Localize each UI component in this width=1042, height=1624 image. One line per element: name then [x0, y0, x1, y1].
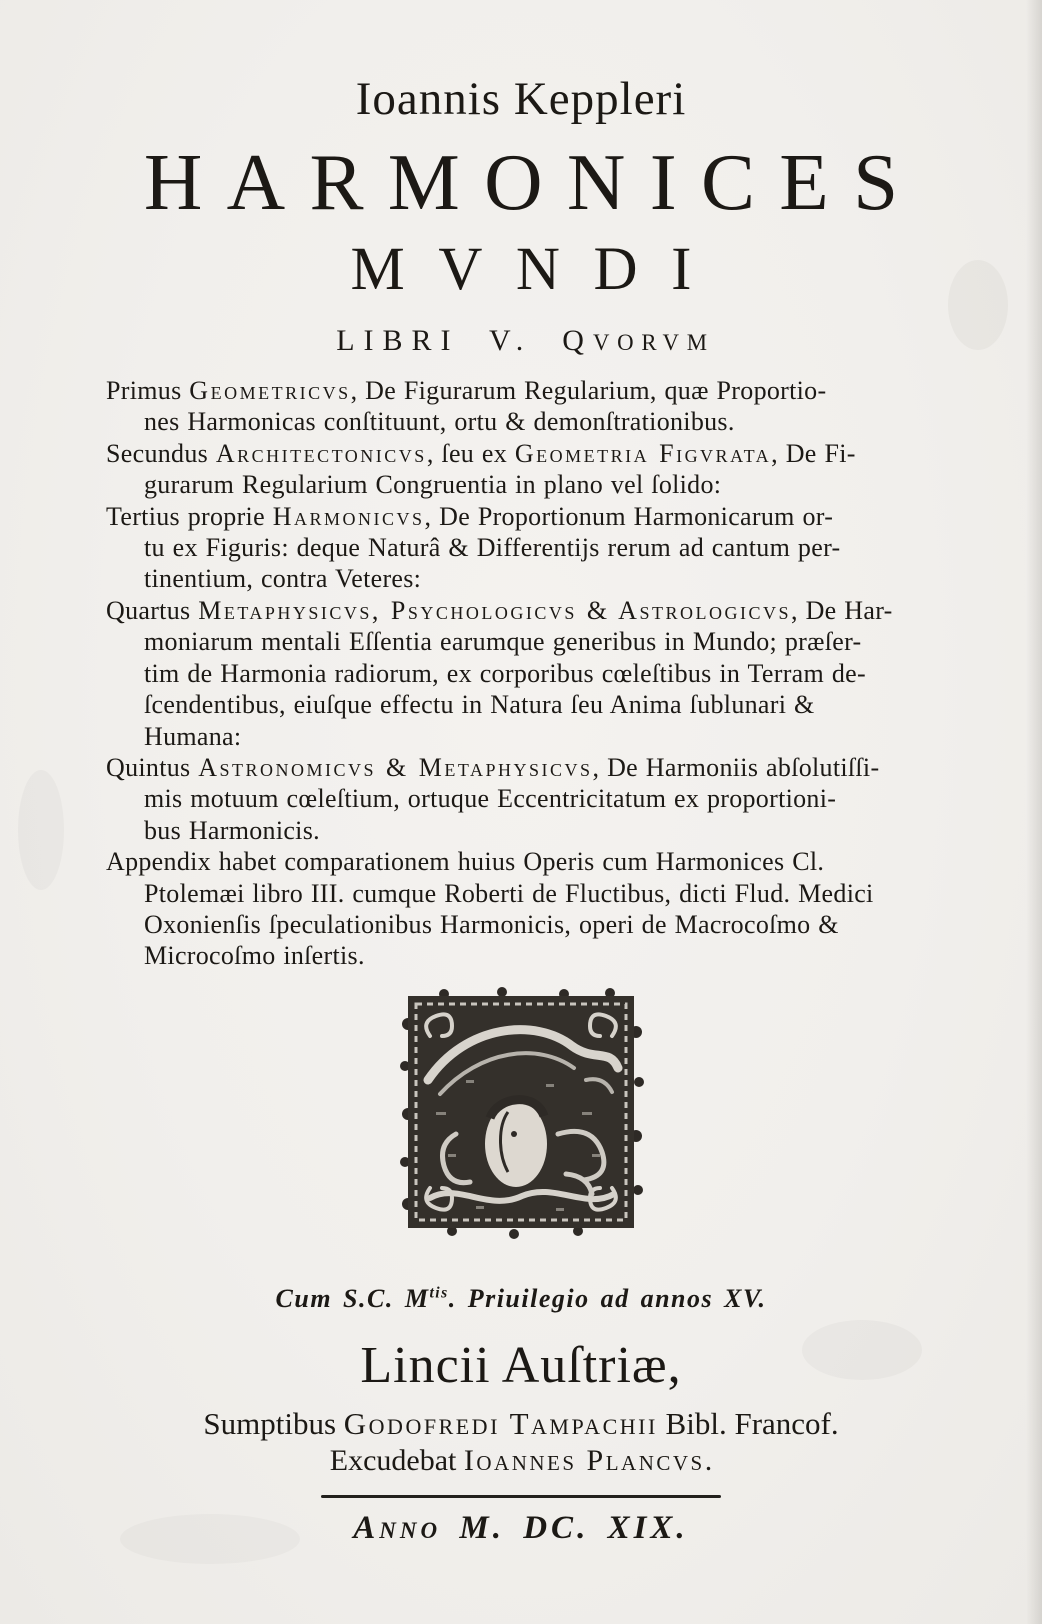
book-list-line [106, 940, 972, 971]
privilege-superscript: tis [429, 1284, 449, 1302]
text-segment: , De Fi- [771, 438, 856, 468]
book-list-line [106, 721, 972, 752]
text-segment: Secundus [106, 438, 216, 468]
book-list-line [106, 563, 972, 594]
text-segment: Primus [106, 376, 190, 406]
woodcut-ornament-icon [395, 984, 647, 1240]
text-segment: ſcendentibus, eiuſque effectu in Natura ſeu Anima ſublunari & [144, 690, 815, 720]
text-segment: Humana: [144, 721, 242, 751]
publisher-lead: Sumptibus [203, 1405, 344, 1441]
book-title-main: HARMONICES [143, 137, 923, 228]
text-segment: Oxonienſis ſpeculationibus Harmonicis, operi de Macrocoſmo & [144, 909, 839, 939]
text-segment: Quartus [106, 595, 199, 625]
book-list-line [106, 438, 972, 469]
privilege-suffix: . Priuilegio ad annos XV. [448, 1283, 767, 1313]
book-list-line [106, 689, 972, 720]
book-list-line [106, 752, 972, 783]
text-segment: Geometria Figvrata [514, 438, 772, 468]
printer-name: Ioannes Plancvs [463, 1444, 705, 1478]
text-segment: Ptolemæi libro III. cumque Roberti de Fluctibus, dicti Flud. Medici [144, 878, 874, 908]
text-segment: Appendix habet comparationem huius Operis cum Harmonices Cl. [106, 847, 825, 877]
book-list-line [106, 595, 972, 626]
text-segment: Astronomicvs & Metaphysicvs [198, 752, 593, 782]
text-segment: tinentium, contra Veteres: [144, 564, 422, 594]
privilege-prefix: Cum S.C. M [275, 1283, 430, 1313]
book-list-line [106, 909, 972, 940]
text-segment: Harmonicvs [272, 501, 425, 531]
text-segment: , De Har- [790, 595, 893, 625]
book-list-line [106, 783, 972, 814]
text-segment: , De Harmoniis abſolutiſſi- [592, 752, 880, 782]
text-segment: tim de Harmonia radiorum, ex corporibus cœleſtibus in Terram de- [144, 658, 866, 688]
book-title-sub: MVNDI [350, 236, 725, 304]
text-segment: Metaphysicvs, Psychologicvs & Astrologicvs [198, 595, 791, 625]
text-segment: Architectonicvs [215, 438, 427, 468]
text-segment: moniarum mentali Eſſentia earumque generibus in Mundo; præſer- [144, 627, 862, 657]
publisher-tail: Bibl. Francof. [657, 1405, 839, 1441]
book-list-line [106, 658, 972, 689]
text-segment: Microcoſmo inſertis. [144, 941, 365, 971]
book-list-line [106, 406, 972, 437]
publisher-name: Godofredi Tampachii [343, 1405, 658, 1441]
text-segment: tu ex Figuris: deque Naturâ & Differentijs rerum ad cantum per- [144, 533, 841, 563]
text-segment: nes Harmonicas conſtituunt, ortu & demonſtrationibus. [144, 407, 735, 437]
divider-rule [321, 1495, 721, 1498]
imprint-publisher [0, 1406, 1042, 1442]
text-segment: gurarum Regularium Congruentia in plano vel ſolido: [144, 470, 722, 500]
book-list-line [106, 469, 972, 500]
book-list-line [106, 375, 972, 406]
books-heading-lead: LIBRI V. Q [336, 324, 593, 358]
book-list [0, 375, 1042, 972]
book-list-line [106, 626, 972, 657]
books-heading [0, 324, 1042, 357]
book-list-line [106, 532, 972, 563]
imprint-place: Lincii Auſtriæ, [360, 1336, 682, 1394]
text-segment: Geometricvs [189, 376, 351, 406]
text-segment: Tertius proprie [106, 501, 273, 531]
book-list-line [106, 878, 972, 909]
books-heading-small: VORVM [592, 330, 715, 356]
printer-lead: Excudebat [329, 1444, 464, 1478]
text-segment: mis motuum cœleſtium, ortuque Eccentricitatum ex proportioni- [144, 784, 837, 814]
author-line: Ioannis Keppleri [355, 73, 687, 125]
printer-tail: . [704, 1444, 713, 1478]
book-list-line [106, 501, 972, 532]
text-segment: bus Harmonicis. [144, 815, 320, 845]
imprint-year: Anno M. DC. XIX. [353, 1509, 689, 1546]
text-segment: , ſeu ex [426, 438, 515, 468]
privilege-line [0, 1284, 1042, 1314]
book-list-line [106, 846, 972, 877]
text-segment: Quintus [106, 752, 199, 782]
text-segment: , De Proportionum Harmonicarum or- [424, 501, 834, 531]
imprint-printer [0, 1444, 1042, 1479]
book-list-line [106, 815, 972, 846]
text-segment: , De Figurarum Regularium, quæ Proportio- [350, 376, 827, 406]
